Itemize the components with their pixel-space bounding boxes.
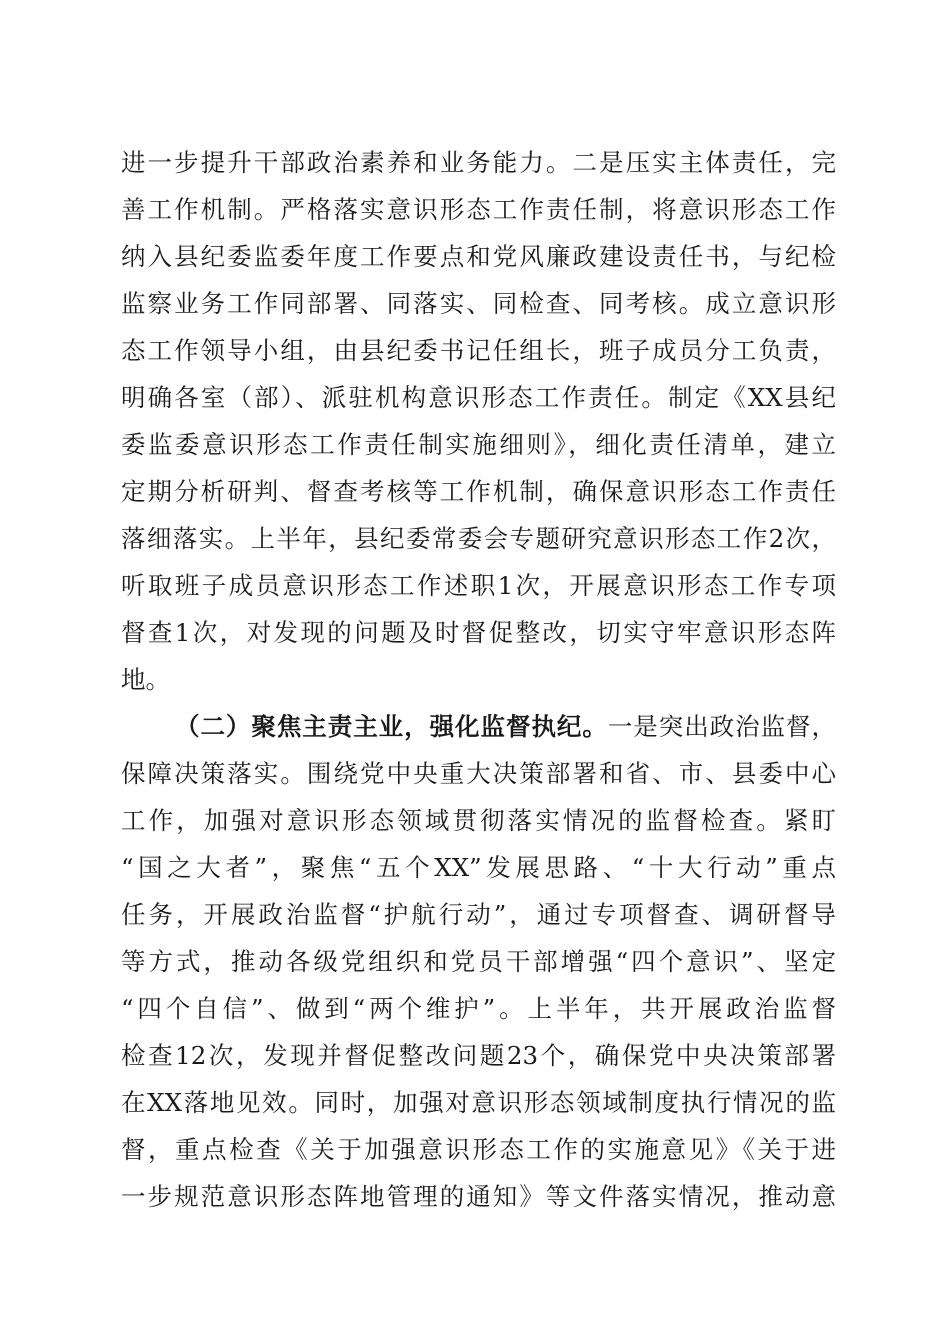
text-line: 地。 (121, 665, 170, 694)
text-line: 落细落实。上半年，县纪委常委会专题研究意识形态工作2次， (121, 524, 836, 553)
text-line: 纳入县纪委监委年度工作要点和党风廉政建设责任书，与纪检 (121, 242, 836, 271)
text-line: 明确各室（部）、派驻机构意识形态工作责任。制定《XX县纪 (121, 383, 836, 412)
document-body (121, 139, 836, 1220)
text-line: 在XX落地见效。同时，加强对意识形态领域制度执行情况的监 (121, 1088, 836, 1117)
text-line: 听取班子成员意识形态工作述职1次，开展意识形态工作专项 (121, 571, 836, 600)
text-line: 工作，加强对意识形态领域贯彻落实情况的监督检查。紧盯 (121, 806, 836, 835)
text-line: 善工作机制。严格落实意识形态工作责任制，将意识形态工作 (121, 195, 836, 224)
text-line: 任务，开展政治监督“护航行动”，通过专项督查、调研督导 (121, 900, 836, 929)
text-line: “国之大者”，聚焦“五个XX”发展思路、“十大行动”重点 (121, 853, 836, 882)
text-line: 监察业务工作同部署、同落实、同检查、同考核。成立意识形 (121, 289, 836, 318)
text-line: 保障决策落实。围绕党中央重大决策部署和省、市、县委中心 (121, 759, 836, 788)
text-line: “四个自信”、做到“两个维护”。上半年，共开展政治监督 (121, 994, 836, 1023)
text-line: 定期分析研判、督查考核等工作机制，确保意识形态工作责任 (121, 477, 836, 506)
text-line: 委监委意识形态工作责任制实施细则》，细化责任清单，建立 (121, 430, 836, 459)
text-line: 态工作领导小组，由县纪委书记任组长，班子成员分工负责， (121, 336, 836, 365)
text-line: 一步规范意识形态阵地管理的通知》等文件落实情况，推动意 (121, 1182, 836, 1211)
text-line: 督，重点检查《关于加强意识形态工作的实施意见》《关于进 (121, 1135, 836, 1164)
section-heading-line (121, 703, 836, 750)
text-line: 进一步提升干部政治素养和业务能力。二是压实主体责任，完 (121, 148, 836, 177)
text-line: 检查12次，发现并督促整改问题23个，确保党中央决策部署 (121, 1041, 836, 1070)
text-line: 等方式，推动各级党组织和党员干部增强“四个意识”、坚定 (121, 947, 836, 976)
heading-line-rest: 一是突出政治监督， (607, 712, 837, 741)
text-line: 督查1次，对发现的问题及时督促整改，切实守牢意识形态阵 (121, 618, 836, 647)
section-heading: （二）聚焦主责主业，强化监督执纪。 (175, 712, 608, 741)
